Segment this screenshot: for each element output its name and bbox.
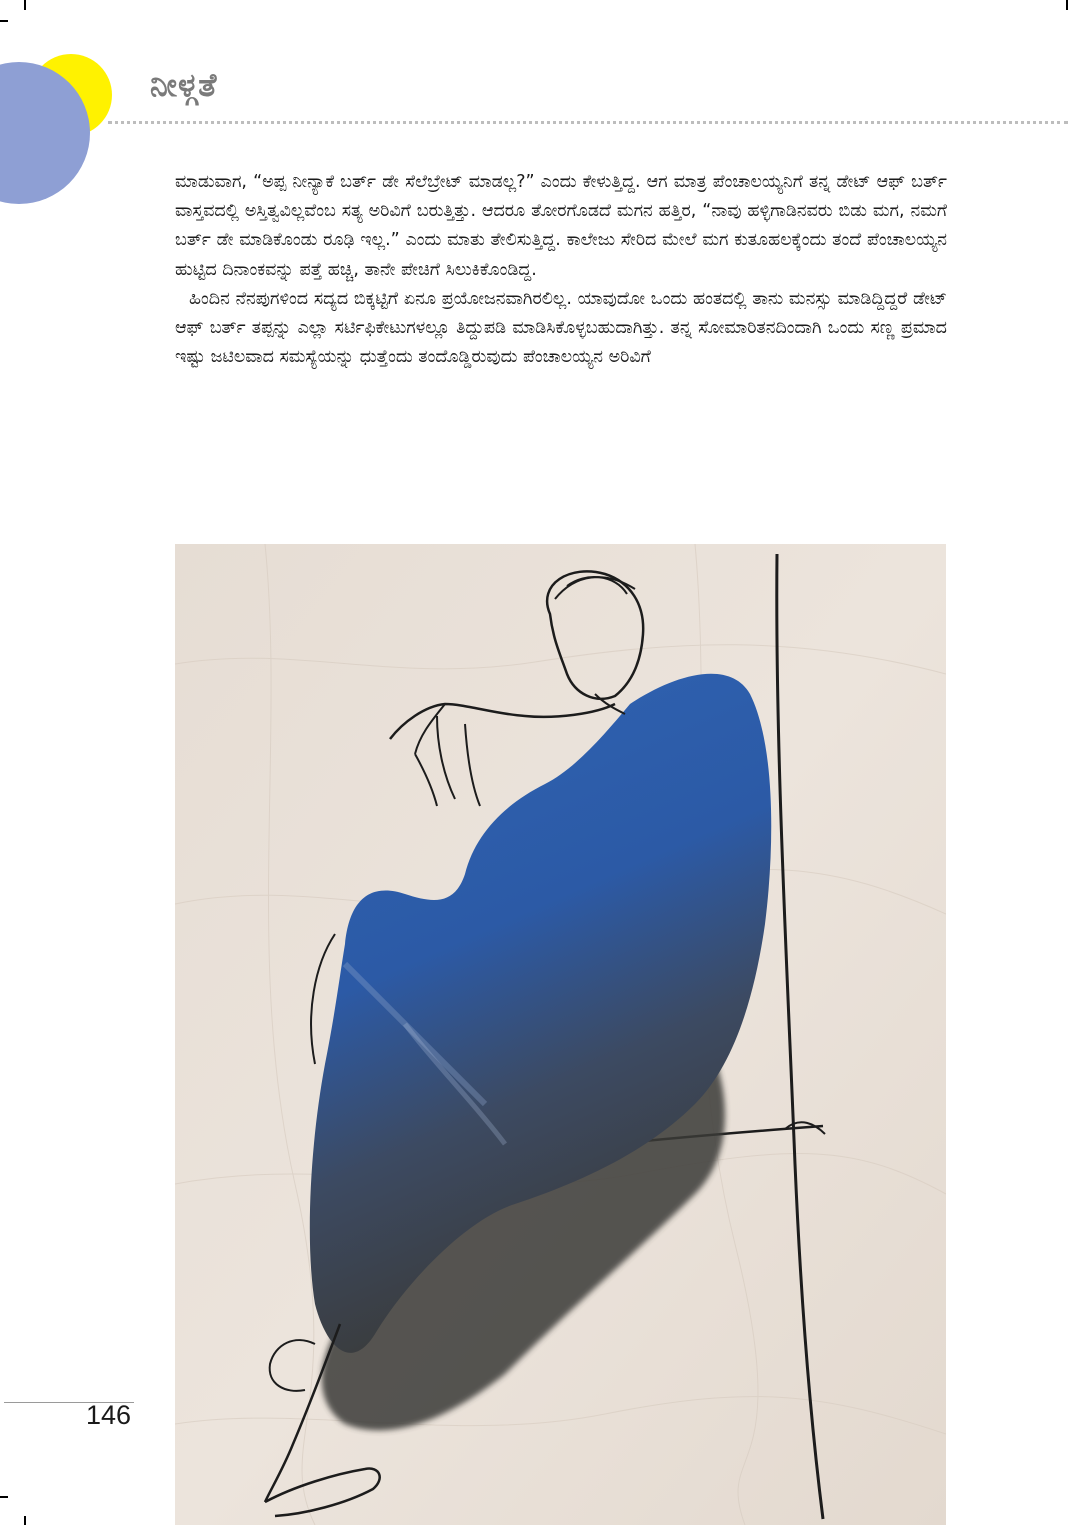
paragraph-2: ಹಿಂದಿನ ನೆನಪುಗಳಿಂದ ಸದ್ಯದ ಬಿಕ್ಕಟ್ಟಿಗೆ ಏನೂ ಪ್ರಯೋಜನವಾಗಿರಲಿಲ್ಲ. ಯಾವುದೋ ಒಂದು ಹಂತದಲ್ಲಿ ತಾನು ಮನಸ್ಸು ಮಾಡಿದ್ದಿದ್ದರೆ ಡೇಟ್ ಆಫ್ ಬರ್ತ್ ತಪ್ಪನ್ನು ಎಲ್ಲಾ ಸರ್ಟಿಫಿಕೇಟುಗಳಲ್ಲೂ ತಿದ್ದುಪಡಿ ಮಾಡಿಸಿಕೊಳ್ಳಬಹುದಾಗಿತ್ತು. ತನ್ನ ಸೋಮಾರಿತನದಿಂದಾಗಿ ಒಂದು ಸಣ್ಣ ಪ್ರಮಾದ ಇಷ್ಟು ಜಟಿಲವಾದ ಸಮಸ್ಯೆಯನ್ನು ಧುತ್ತೆಂದು ತಂದೊಡ್ಡಿರುವುದು ಪೆಂಚಾಲಯ್ಯನ ಅರಿವಿಗೆ <box>175 288 947 368</box>
crop-mark <box>1066 0 1068 10</box>
crop-mark <box>24 0 26 10</box>
crop-mark <box>0 1496 8 1498</box>
paragraph-1: ಮಾಡುವಾಗ, “ಅಪ್ಪ ನೀನ್ಯಾಕೆ ಬರ್ತ್ ಡೇ ಸೆಲೆಬ್ರೇಟ್ ಮಾಡಲ್ಲ?” ಎಂದು ಕೇಳುತ್ತಿದ್ದ. ಆಗ ಮಾತ್ರ ಪೆಂಚಾಲಯ್ಯನಿಗೆ ತನ್ನ ಡೇಟ್ ಆಫ್ ಬರ್ತ್ ವಾಸ್ತವದಲ್ಲಿ ಅಸ್ತಿತ್ವವಿಲ್ಲವೆಂಬ ಸತ್ಯ ಅರಿವಿಗೆ ಬರುತ್ತಿತ್ತು. ಆದರೂ ತೋರಗೊಡದೆ ಮಗನ ಹತ್ತಿರ, “ನಾವು ಹಳ್ಳಿಗಾಡಿನವರು ಬಿಡು ಮಗ, ನಮಗೆ ಬರ್ತ್ ಡೇ ಮಾಡಿಕೊಂಡು ರೂಢಿ ಇಲ್ಲ.” ಎಂದು ಮಾತು ತೇಲಿಸುತ್ತಿದ್ದ. ಕಾಲೇಜು ಸೇರಿದ ಮೇಲೆ ಮಗ ಕುತೂಹಲಕ್ಕೆಂದು ತಂದೆ ಪೆಂಚಾಲಯ್ಯನ ಹುಟ್ಟಿದ ದಿನಾಂಕವನ್ನು ಪತ್ತೆ ಹಚ್ಚಿ, ತಾನೇ ಪೇಚಿಗೆ ಸಿಲುಕಿಕೊಂಡಿದ್ದ. <box>175 172 947 280</box>
crop-mark <box>24 1516 26 1525</box>
illustration-seated-figure <box>175 544 946 1525</box>
crop-mark <box>0 20 8 22</box>
page-number: 146 <box>86 1400 132 1430</box>
header-dotted-rule <box>108 121 1068 124</box>
body-text <box>175 168 947 372</box>
running-title: ನೀಳ್ಗತೆ <box>150 66 218 104</box>
